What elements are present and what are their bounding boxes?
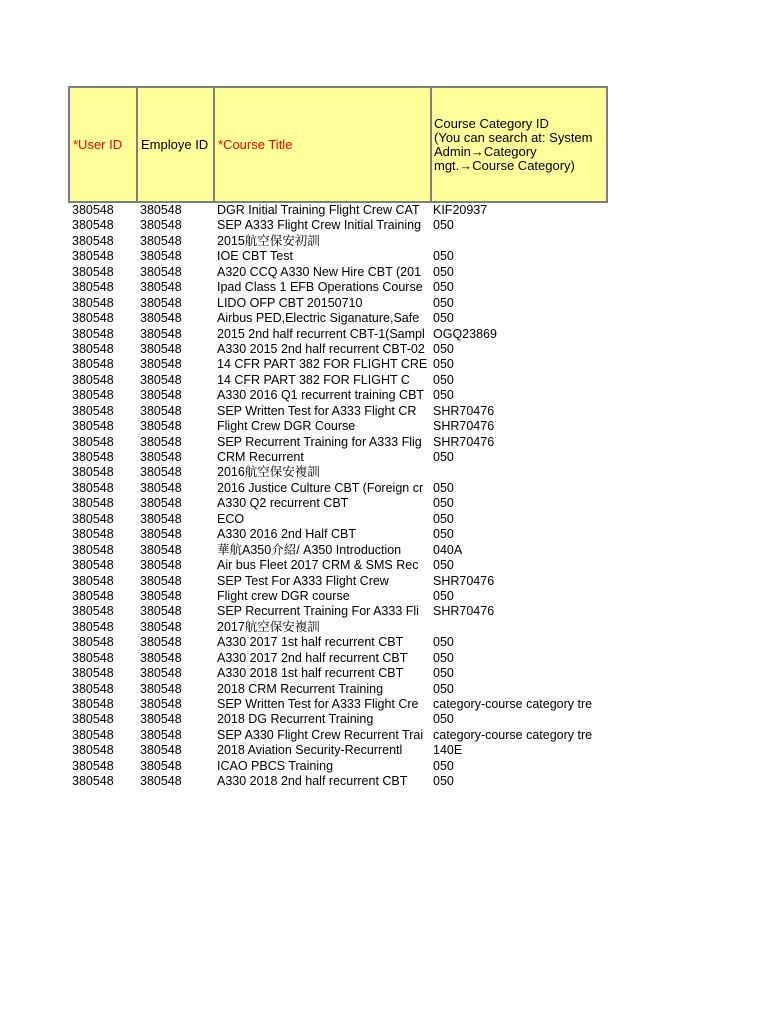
cell-category-id[interactable]: 050: [433, 218, 454, 233]
cell-course-title[interactable]: IOE CBT Test: [217, 249, 293, 264]
table-row: [0, 574, 768, 589]
cell-category-id[interactable]: 050: [433, 249, 454, 264]
table-row: [0, 589, 768, 604]
cell-category-id[interactable]: 050: [433, 341, 454, 356]
table-row: [0, 388, 768, 403]
table-row: [0, 759, 768, 774]
table-row: [0, 311, 768, 326]
cell-employee-id[interactable]: 380548: [140, 388, 182, 403]
cell-course-title[interactable]: ICAO PBCS Training: [217, 758, 334, 773]
cell-course-title[interactable]: 2018 DG Recurrent Training: [217, 712, 374, 727]
header-category-line: mgt.→Course Category): [434, 158, 575, 173]
cell-employee-id[interactable]: 380548: [140, 511, 182, 526]
cell-course-title[interactable]: 華航A350介紹/ A350 Introduction: [217, 542, 402, 557]
cell-employee-id[interactable]: 380548: [140, 619, 182, 634]
table-row: [0, 280, 768, 295]
cell-course-title[interactable]: Airbus PED,Electric Siganature,Safe: [217, 311, 420, 326]
cell-user-id[interactable]: 380548: [72, 496, 114, 511]
cell-user-id[interactable]: 380548: [72, 341, 114, 356]
table-row: [0, 357, 768, 372]
cell-employee-id[interactable]: 380548: [140, 218, 182, 233]
cell-employee-id[interactable]: 380548: [140, 681, 182, 696]
cell-course-title[interactable]: A330 2015 2nd half recurrent CBT-02: [217, 341, 425, 356]
cell-category-id[interactable]: 050: [433, 558, 454, 573]
cell-course-title[interactable]: A320 CCQ A330 New Hire CBT (201: [217, 264, 422, 279]
cell-user-id[interactable]: 380548: [72, 573, 114, 588]
cell-category-id[interactable]: 050: [433, 511, 454, 526]
cell-course-title[interactable]: Flight Crew DGR Course: [217, 419, 356, 434]
cell-course-title[interactable]: A330 Q2 recurrent CBT: [217, 496, 349, 511]
table-row: [0, 774, 768, 789]
cell-category-id[interactable]: 050: [433, 758, 454, 773]
cell-employee-id[interactable]: 380548: [140, 542, 182, 557]
cell-employee-id[interactable]: 380548: [140, 650, 182, 665]
cell-user-id[interactable]: 380548: [72, 743, 114, 758]
cell-category-id[interactable]: 050: [433, 774, 454, 789]
cell-employee-id[interactable]: 380548: [140, 326, 182, 341]
cell-course-title[interactable]: SEP Recurrent Training For A333 Fli: [217, 604, 419, 619]
cell-employee-id[interactable]: 380548: [140, 666, 182, 681]
cell-category-id[interactable]: 050: [433, 588, 454, 603]
cell-course-title[interactable]: CRM Recurrent: [217, 450, 304, 464]
cell-user-id[interactable]: 380548: [72, 203, 114, 217]
table-row: [0, 265, 768, 280]
cell-category-id[interactable]: 050: [433, 666, 454, 681]
cell-employee-id[interactable]: 380548: [140, 434, 182, 449]
cell-user-id[interactable]: 380548: [72, 666, 114, 681]
cell-user-id[interactable]: 380548: [72, 712, 114, 727]
table-row: [0, 203, 768, 218]
cell-course-title[interactable]: A330 2016 Q1 recurrent training CBT: [217, 388, 425, 403]
cell-category-id[interactable]: 140E: [433, 743, 463, 758]
cell-user-id[interactable]: 380548: [72, 542, 114, 557]
cell-course-title[interactable]: A330 2018 2nd half recurrent CBT: [217, 774, 408, 789]
cell-category-id[interactable]: 050: [433, 295, 454, 310]
cell-employee-id[interactable]: 380548: [140, 249, 182, 264]
cell-category-id[interactable]: SHR70476: [433, 419, 495, 434]
cell-category-id[interactable]: OGQ23869: [433, 326, 497, 341]
cell-employee-id[interactable]: 380548: [140, 727, 182, 742]
cell-course-title[interactable]: SEP A330 Flight Crew Recurrent Trai: [217, 727, 424, 742]
cell-course-title[interactable]: 2016 Justice Culture CBT (Foreign cr: [217, 480, 424, 495]
cell-category-id[interactable]: category-course category tre: [433, 727, 593, 742]
cell-employee-id[interactable]: 380548: [140, 496, 182, 511]
cell-category-id[interactable]: SHR70476: [433, 573, 495, 588]
cell-course-title[interactable]: 2017航空保安複訓: [217, 619, 320, 634]
table-row: [0, 327, 768, 342]
cell-course-title[interactable]: ECO: [217, 511, 245, 526]
cell-course-title[interactable]: Flight crew DGR course: [217, 588, 350, 603]
cell-employee-id[interactable]: 380548: [140, 527, 182, 542]
cell-employee-id[interactable]: 380548: [140, 758, 182, 773]
cell-employee-id[interactable]: 380548: [140, 450, 182, 464]
table-row: [0, 234, 768, 249]
cell-user-id[interactable]: 380548: [72, 388, 114, 403]
header-category-line: Course Category ID: [434, 116, 549, 131]
table-row: [0, 419, 768, 434]
cell-course-title[interactable]: SEP Written Test for A333 Flight Cre: [217, 697, 419, 711]
cell-category-id[interactable]: 050: [433, 372, 454, 387]
cell-user-id[interactable]: 380548: [72, 604, 114, 619]
cell-category-id[interactable]: 050: [433, 280, 454, 295]
cell-user-id[interactable]: 380548: [72, 619, 114, 634]
cell-category-id[interactable]: category-course category tre: [433, 697, 593, 711]
table-row: [0, 604, 768, 619]
cell-employee-id[interactable]: 380548: [140, 372, 182, 387]
cell-employee-id[interactable]: 380548: [140, 233, 182, 248]
cell-employee-id[interactable]: 380548: [140, 697, 182, 711]
cell-user-id[interactable]: 380548: [72, 774, 114, 789]
cell-employee-id[interactable]: 380548: [140, 712, 182, 727]
table-row: [0, 697, 768, 712]
header-employee-id[interactable]: [136, 86, 215, 203]
cell-category-id[interactable]: 050: [433, 311, 454, 326]
header-course-category-id[interactable]: [430, 86, 608, 203]
cell-user-id[interactable]: 380548: [72, 280, 114, 295]
cell-course-title[interactable]: 2018 Aviation Security-Recurrentl: [217, 743, 403, 758]
cell-course-title[interactable]: A330 2017 2nd half recurrent CBT: [217, 650, 408, 665]
cell-employee-id[interactable]: 380548: [140, 774, 182, 789]
cell-user-id[interactable]: 380548: [72, 450, 114, 464]
cell-course-title[interactable]: A330 2017 1st half recurrent CBT: [217, 635, 404, 650]
cell-employee-id[interactable]: 380548: [140, 203, 182, 217]
cell-employee-id[interactable]: 380548: [140, 480, 182, 495]
cell-employee-id[interactable]: 380548: [140, 558, 182, 573]
table-body: [0, 203, 768, 790]
cell-category-id[interactable]: 050: [433, 527, 454, 542]
cell-category-id[interactable]: 050: [433, 681, 454, 696]
table-row: [0, 481, 768, 496]
table-row: [0, 465, 768, 480]
cell-category-id[interactable]: 050: [433, 496, 454, 511]
cell-user-id[interactable]: 380548: [72, 465, 114, 480]
cell-user-id[interactable]: 380548: [72, 527, 114, 542]
cell-user-id[interactable]: 380548: [72, 480, 114, 495]
cell-employee-id[interactable]: 380548: [140, 403, 182, 418]
table-row: [0, 635, 768, 650]
cell-user-id[interactable]: 380548: [72, 233, 114, 248]
cell-category-id[interactable]: SHR70476: [433, 604, 495, 619]
cell-user-id[interactable]: 380548: [72, 403, 114, 418]
cell-course-title[interactable]: SEP A333 Flight Crew Initial Training: [217, 218, 422, 233]
header-employee-id-label: Employe ID: [141, 136, 209, 152]
cell-course-title[interactable]: 2018 CRM Recurrent Training: [217, 681, 384, 696]
cell-category-id[interactable]: 050: [433, 264, 454, 279]
header-course-title-label: *Course Title: [218, 136, 293, 152]
cell-category-id[interactable]: KIF20937: [433, 203, 488, 217]
cell-employee-id[interactable]: 380548: [140, 635, 182, 650]
cell-category-id[interactable]: 050: [433, 712, 454, 727]
cell-course-title[interactable]: 2015航空保安初訓: [217, 233, 320, 248]
table-row: [0, 435, 768, 450]
cell-user-id[interactable]: 380548: [72, 511, 114, 526]
cell-employee-id[interactable]: 380548: [140, 295, 182, 310]
cell-user-id[interactable]: 380548: [72, 434, 114, 449]
cell-course-title[interactable]: 2015 2nd half recurrent CBT-1(Sampl: [217, 326, 425, 341]
cell-user-id[interactable]: 380548: [72, 372, 114, 387]
cell-user-id[interactable]: 380548: [72, 588, 114, 603]
cell-category-id[interactable]: 040A: [433, 542, 463, 557]
cell-course-title[interactable]: 14 CFR PART 382 FOR FLIGHT CRE: [217, 357, 428, 372]
cell-user-id[interactable]: 380548: [72, 650, 114, 665]
table-row: [0, 296, 768, 311]
table-row: [0, 666, 768, 681]
table-row: [0, 620, 768, 635]
cell-category-id[interactable]: 050: [433, 650, 454, 665]
cell-user-id[interactable]: 380548: [72, 264, 114, 279]
cell-course-title[interactable]: Ipad Class 1 EFB Operations Course: [217, 280, 423, 295]
cell-user-id[interactable]: 380548: [72, 727, 114, 742]
cell-user-id[interactable]: 380548: [72, 311, 114, 326]
cell-user-id[interactable]: 380548: [72, 249, 114, 264]
cell-course-title[interactable]: 14 CFR PART 382 FOR FLIGHT C: [217, 372, 410, 387]
cell-employee-id[interactable]: 380548: [140, 465, 182, 480]
cell-course-title[interactable]: SEP Test For A333 Flight Crew: [217, 573, 389, 588]
cell-course-title[interactable]: SEP Recurrent Training for A333 Flig: [217, 434, 422, 449]
table-row: [0, 728, 768, 743]
cell-user-id[interactable]: 380548: [72, 357, 114, 372]
header-category-line: Admin→Category: [434, 144, 537, 159]
table-row: [0, 512, 768, 527]
table-row: [0, 558, 768, 573]
cell-employee-id[interactable]: 380548: [140, 341, 182, 356]
header-user-id[interactable]: [68, 86, 138, 203]
cell-category-id[interactable]: SHR70476: [433, 434, 495, 449]
cell-category-id[interactable]: 050: [433, 450, 454, 464]
cell-employee-id[interactable]: 380548: [140, 573, 182, 588]
cell-user-id[interactable]: 380548: [72, 295, 114, 310]
cell-employee-id[interactable]: 380548: [140, 280, 182, 295]
cell-course-title[interactable]: 2016航空保安複訓: [217, 465, 320, 480]
header-course-title[interactable]: [213, 86, 432, 203]
cell-user-id[interactable]: 380548: [72, 218, 114, 233]
cell-employee-id[interactable]: 380548: [140, 311, 182, 326]
cell-course-title[interactable]: DGR Initial Training Flight Crew CAT: [217, 203, 420, 217]
table-row: [0, 404, 768, 419]
cell-user-id[interactable]: 380548: [72, 419, 114, 434]
cell-user-id[interactable]: 380548: [72, 758, 114, 773]
table-row: [0, 543, 768, 558]
header-user-id-label: *User ID: [73, 136, 123, 152]
header-category-line: (You can search at: System: [434, 130, 593, 145]
table-row: [0, 373, 768, 388]
cell-category-id[interactable]: 050: [433, 357, 454, 372]
cell-category-id[interactable]: 050: [433, 635, 454, 650]
cell-course-title[interactable]: SEP Written Test for A333 Flight CR: [217, 403, 417, 418]
cell-course-title[interactable]: LIDO OFP CBT 20150710: [217, 295, 363, 310]
cell-employee-id[interactable]: 380548: [140, 264, 182, 279]
cell-employee-id[interactable]: 380548: [140, 588, 182, 603]
cell-category-id[interactable]: 050: [433, 388, 454, 403]
table-row: [0, 450, 768, 465]
cell-course-title[interactable]: Air bus Fleet 2017 CRM & SMS Rec: [217, 558, 419, 573]
cell-user-id[interactable]: 380548: [72, 697, 114, 711]
cell-user-id[interactable]: 380548: [72, 681, 114, 696]
cell-user-id[interactable]: 380548: [72, 635, 114, 650]
cell-user-id[interactable]: 380548: [72, 326, 114, 341]
cell-employee-id[interactable]: 380548: [140, 357, 182, 372]
cell-course-title[interactable]: A330 2018 1st half recurrent CBT: [217, 666, 404, 681]
cell-employee-id[interactable]: 380548: [140, 604, 182, 619]
table-row: [0, 496, 768, 511]
table-row: [0, 743, 768, 758]
table-row: [0, 527, 768, 542]
cell-employee-id[interactable]: 380548: [140, 419, 182, 434]
table-row: [0, 651, 768, 666]
table-row: [0, 342, 768, 357]
cell-course-title[interactable]: A330 2016 2nd Half CBT: [217, 527, 356, 542]
table-row: [0, 712, 768, 727]
table-row: [0, 249, 768, 264]
cell-user-id[interactable]: 380548: [72, 558, 114, 573]
cell-category-id[interactable]: 050: [433, 480, 454, 495]
table-row: [0, 682, 768, 697]
table-row: [0, 218, 768, 233]
cell-employee-id[interactable]: 380548: [140, 743, 182, 758]
cell-category-id[interactable]: SHR70476: [433, 403, 495, 418]
